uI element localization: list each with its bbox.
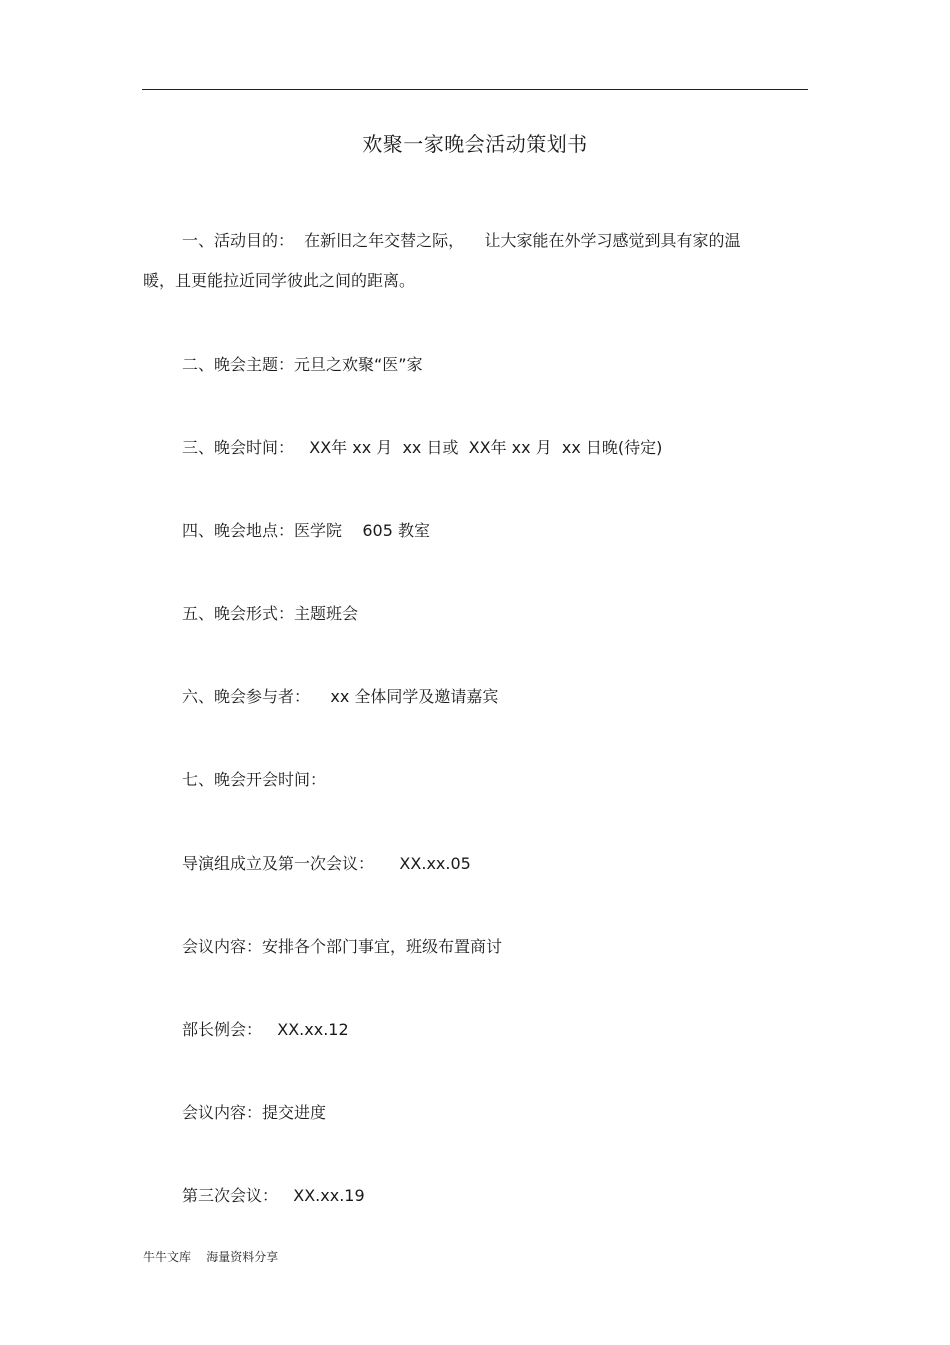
section-2-theme: 二、晚会主题：元旦之欢聚“医”家 [182, 355, 423, 374]
document-title: 欢聚一家晚会活动策划书 [362, 132, 588, 156]
meeting-1-content: 会议内容：安排各个部门事宜，班级布置商讨 [182, 937, 503, 956]
header-rule [142, 89, 808, 90]
footer-text: 牛牛文库 海量资料分享 [143, 1250, 279, 1264]
section-6-participants: 六、晚会参与者： xx 全体同学及邀请嘉宾 [182, 687, 499, 706]
section-1-line-2: 暖，且更能拉近同学彼此之间的距离。 [143, 271, 416, 290]
section-3-time: 三、晚会时间： XX年 xx 月 xx 日或 XX年 xx 月 xx 日晚(待定) [182, 438, 663, 457]
meeting-1: 导演组成立及第一次会议： XX.xx.05 [182, 854, 471, 873]
section-4-location: 四、晚会地点：医学院 605 教室 [182, 521, 430, 540]
section-5-format: 五、晚会形式：主题班会 [182, 604, 359, 623]
section-7-meeting-times: 七、晚会开会时间： [182, 770, 327, 789]
section-1-line-1: 一、活动目的： 在新旧之年交替之际， 让大家能在外学习感觉到具有家的温 [182, 231, 741, 250]
meeting-2: 部长例会： XX.xx.12 [182, 1020, 349, 1039]
meeting-3: 第三次会议： XX.xx.19 [182, 1186, 365, 1205]
meeting-2-content: 会议内容：提交进度 [182, 1103, 327, 1122]
